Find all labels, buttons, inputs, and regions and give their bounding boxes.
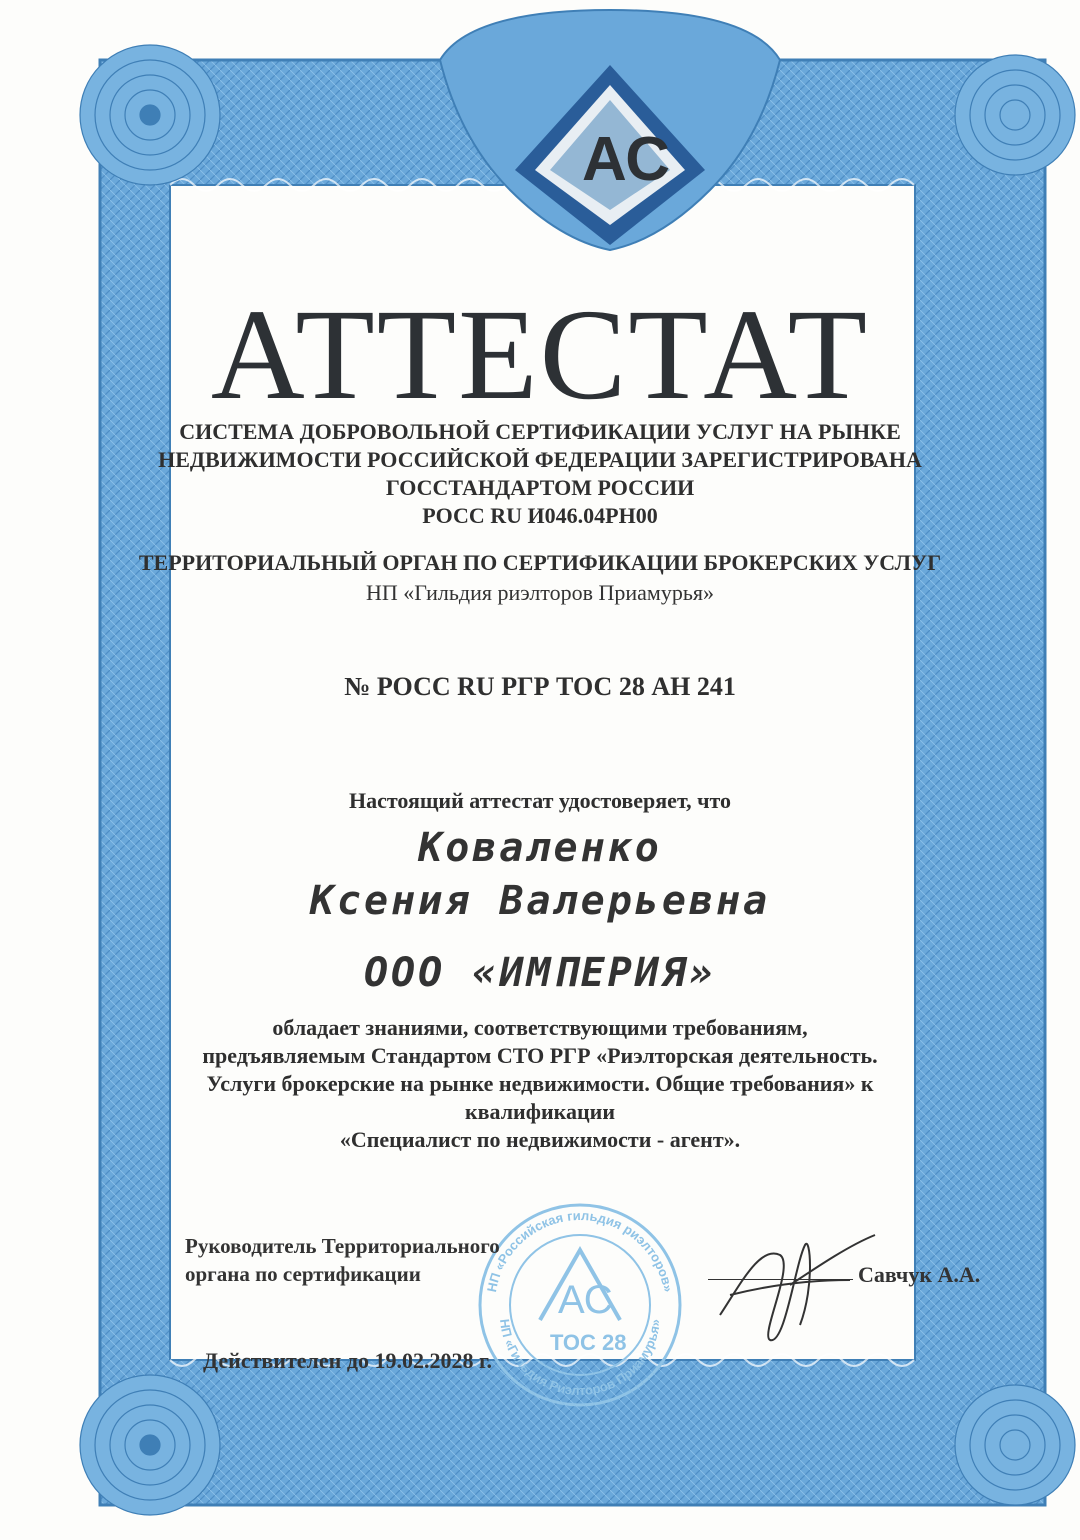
holder-company: ООО «ИМПЕРИЯ» [363,950,717,996]
certifies-text: Настоящий аттестат удостоверяет, что [348,788,732,813]
registration-number: РОСС RU И046.04РН00 [422,503,658,528]
qualification-text [0,1014,1080,1154]
signatory-name: Савчук А.А. [858,1262,981,1287]
certification-system-block [0,418,1080,530]
system-line: НЕДВИЖИМОСТИ РОССИЙСКОЙ ФЕДЕРАЦИИ ЗАРЕГИСТРИРОВАНА [158,447,922,472]
system-line: СИСТЕМА ДОБРОВОЛЬНОЙ СЕРТИФИКАЦИИ УСЛУГ НА РЫНКЕ [179,419,901,444]
signatory-line: Руководитель Территориального [185,1234,500,1258]
logo-letter-a: АС [582,125,671,194]
stamp-letters: АС [558,1278,613,1322]
certificate-number: № РОСС RU РГР ТОС 28 АН 241 [344,672,736,701]
system-line: ГОССТАНДАРТОМ РОССИИ [385,475,695,500]
official-stamp [470,1195,690,1415]
corner-rosette-bottom-left [80,1375,220,1515]
body-line: предъявляемым Стандартом СТО РГР «Риэлторская деятельность. [202,1043,878,1068]
body-line: Услуги брокерские на рынке недвижимости. Общие требования» к [206,1071,874,1096]
body-line: «Специалист по недвижимости - агент». [339,1127,741,1152]
signatory-title [185,1232,500,1288]
body-line: обладает знаниями, соответствующими требованиям, [272,1015,808,1040]
holder-surname: Коваленко [418,825,662,871]
handwritten-signature [700,1225,890,1355]
corner-rosette-top-left [80,45,220,185]
guild-logo [510,60,710,260]
holder-given-names: Ксения Валерьевна [309,878,771,924]
stamp-outer-text: НП «Российская гильдия риэлторов» [484,1207,676,1294]
document-title: АТТЕСТАТ [210,283,870,427]
corner-rosette-top-right [955,55,1075,175]
signatory-line: органа по сертификации [185,1262,421,1286]
corner-rosette-bottom-right [955,1385,1075,1505]
body-line: квалификации [464,1099,616,1124]
stamp-inner-text: НП «Гильдия Риэлторов Приамурья» [497,1318,663,1399]
organ-name: НП «Гильдия риэлторов Приамурья» [365,580,715,605]
organ-title: ТЕРРИТОРИАЛЬНЫЙ ОРГАН ПО СЕРТИФИКАЦИИ БРОКЕРСКИХ УСЛУГ [138,550,942,575]
stamp-center-text: ТОС 28 [550,1330,627,1355]
validity-date: Действителен до 19.02.2028 г. [203,1348,492,1373]
